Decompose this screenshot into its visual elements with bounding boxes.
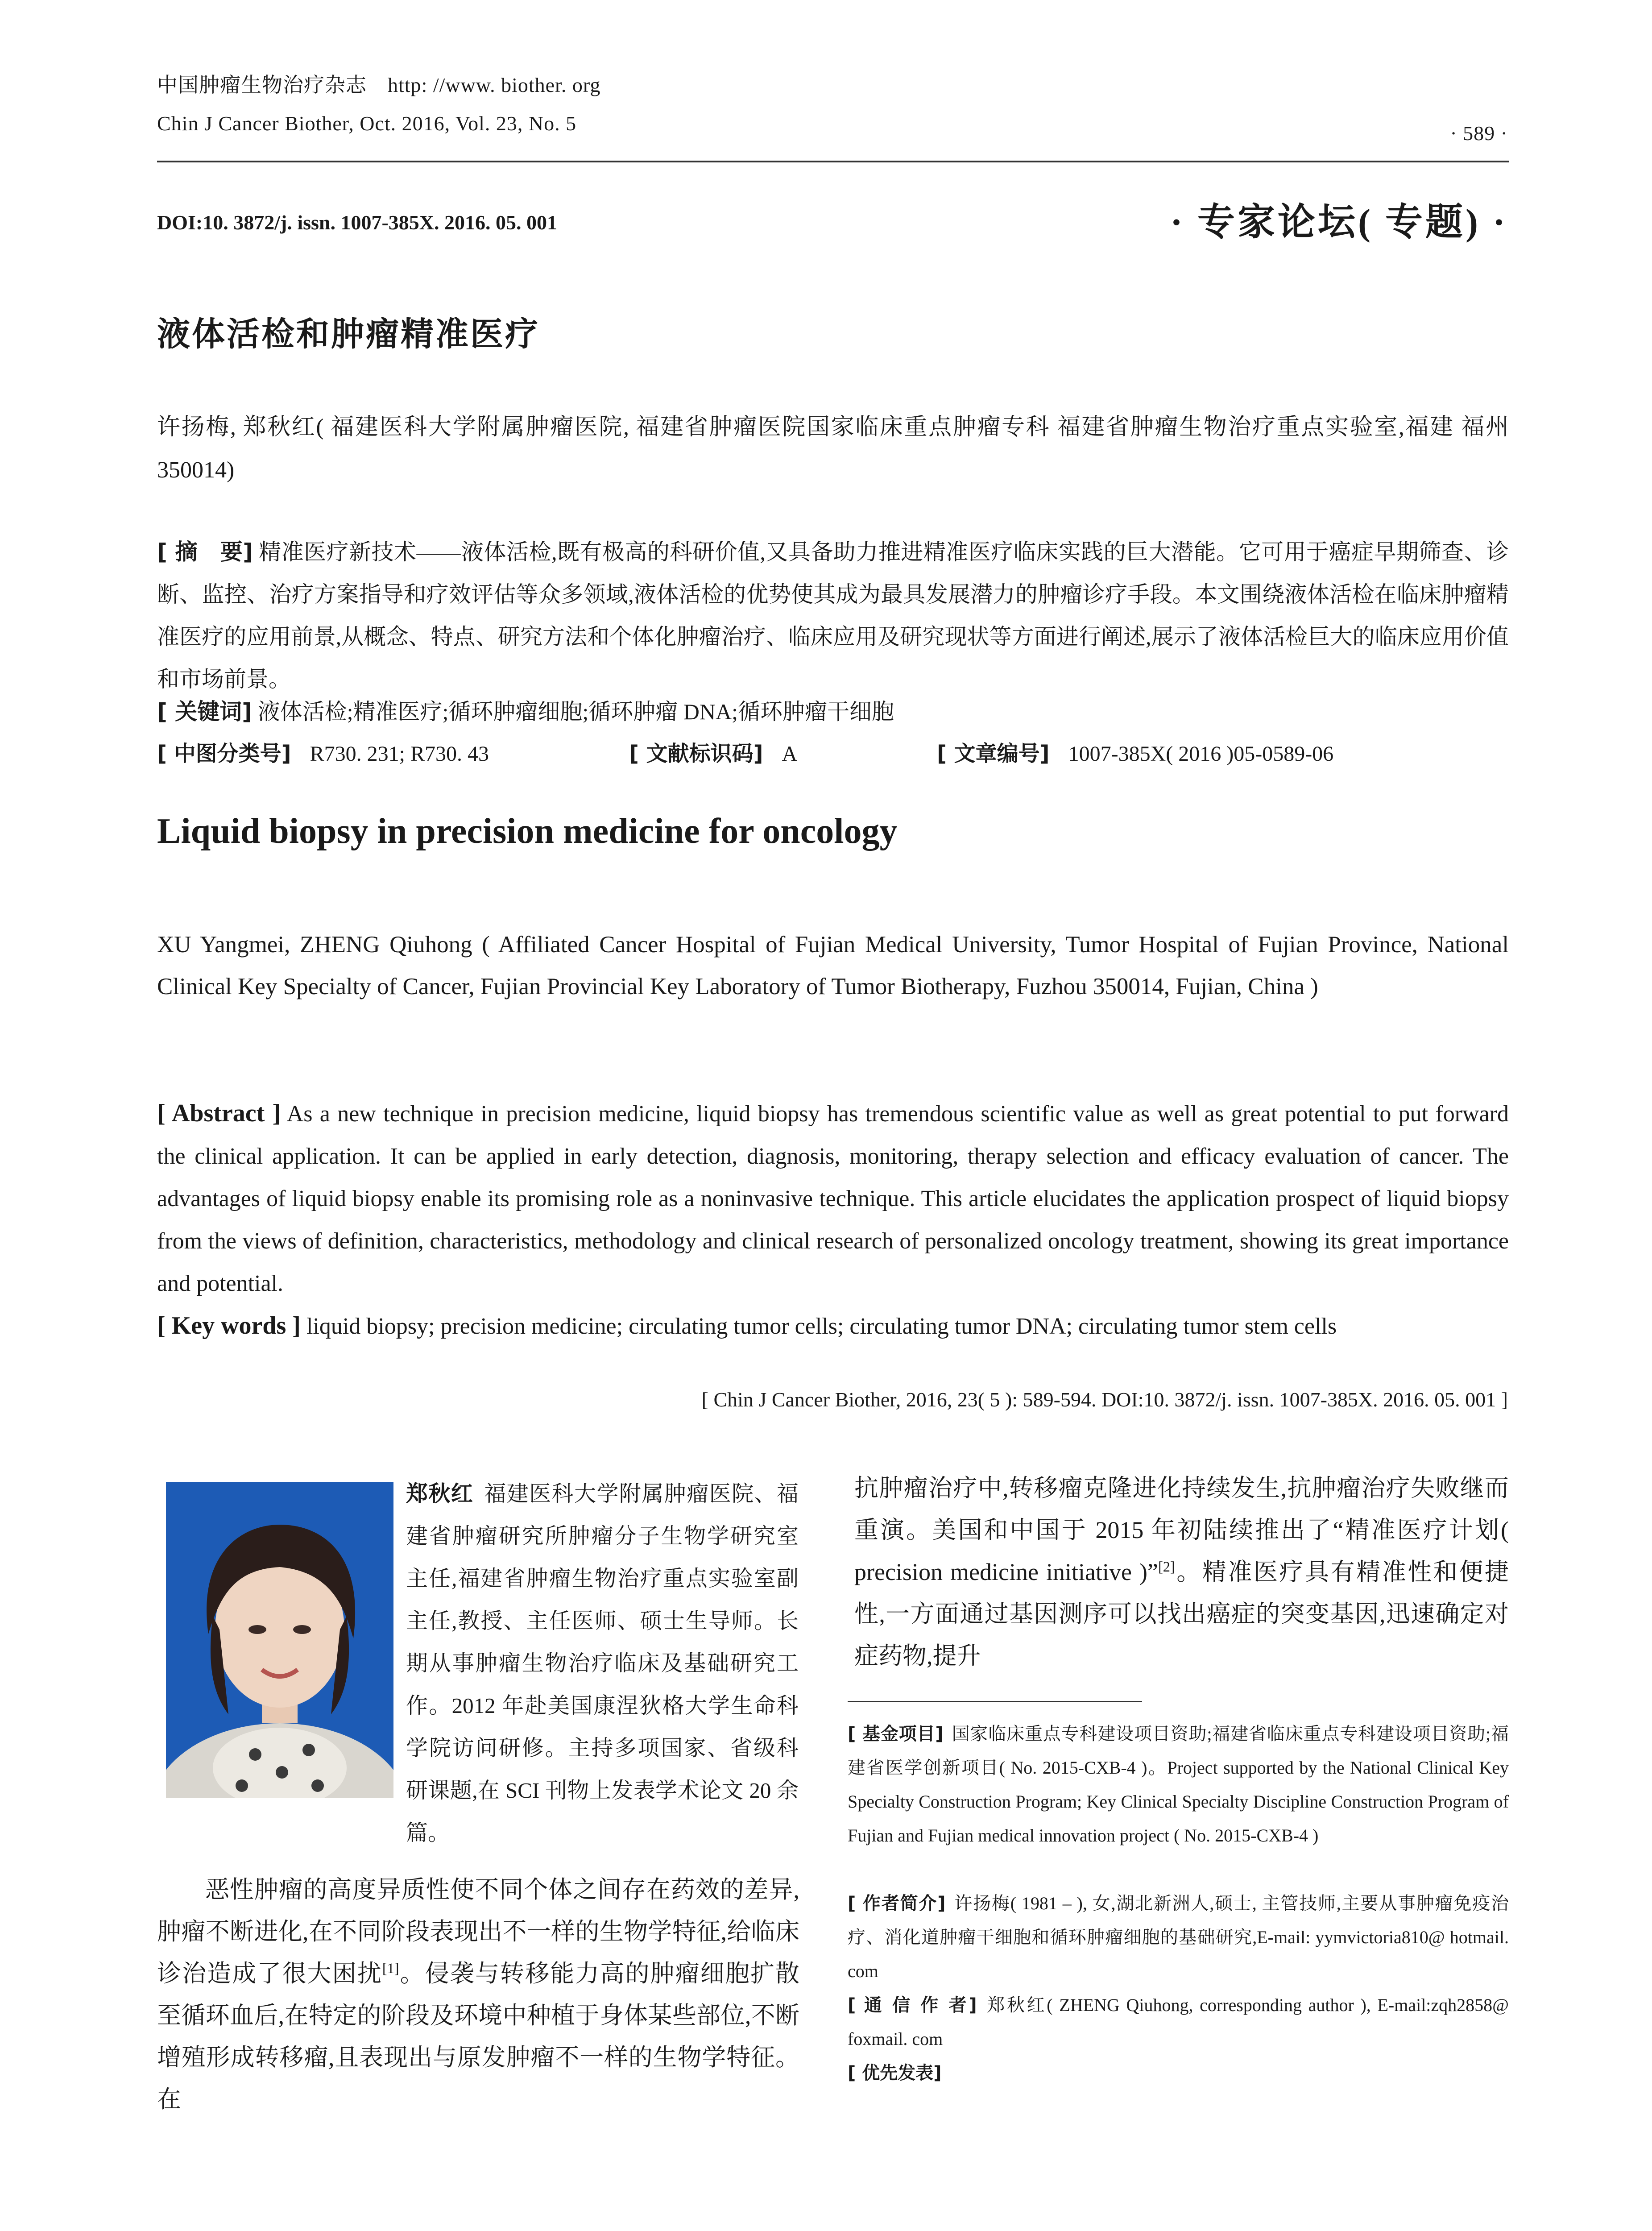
funding-text: 国家临床重点专科建设项目资助;福建省临床重点专科建设项目资助;福建省医学创新项目( No. 2015-CXB-4 )。Project supported by the National Clinical Key Specialty Construction Program; Key Clinical Specialty Discipline Construction Program of Fujian and Fujian medical innovation project ( No. 2015-CXB-4 ) xyxy=(848,1724,1509,1845)
column-tag: · 专家论坛( 专题) · xyxy=(1170,202,1508,243)
authors-cn: 许扬梅, 郑秋红( 福建医科大学附属肿瘤医院, 福建省肿瘤医院国家临床重点肿瘤专科 福建省肿瘤生物治疗重点实验室,福建 福州 350014) xyxy=(157,415,1509,483)
abstract-en-text: As a new technique in precision medicine, liquid biopsy has tremendous scientific value as well as great potential to put forward the clinical application. It can be applied in early detection, diagnosis, monitoring, therapy selection and efficacy evaluation of cancer. The advantages of liquid biopsy enable its promising role as a noninvasive technique. This article elucidates the application prospect of liquid biopsy from the views of definition, characteristics, methodology and clinical research of personalized oncology treatment, showing its great importance and potential. xyxy=(157,1101,1509,1296)
body-paragraph-right xyxy=(854,1467,1509,1677)
keywords-cn-label: [ 关键词] xyxy=(157,699,253,725)
footnote-author-intro xyxy=(848,1887,1509,1988)
header-rule xyxy=(157,161,1509,162)
author-bio xyxy=(406,1472,799,1854)
footnote-rule xyxy=(848,1701,1142,1702)
abstract-cn xyxy=(157,531,1509,701)
author-intro-label: [ 作者简介] xyxy=(848,1893,946,1914)
doc-code xyxy=(629,733,797,775)
corresponding-text: 郑秋红( ZHENG Qiuhong, corresponding author ), E-mail:zqh2858@ foxmail. com xyxy=(848,1995,1509,2049)
article-number-value: 1007-385X( 2016 )05-0589-06 xyxy=(1068,742,1334,766)
keywords-en xyxy=(157,1305,1509,1348)
ref-2: [2] xyxy=(1158,1559,1175,1575)
author-photo xyxy=(166,1482,393,1798)
keywords-cn xyxy=(157,691,1509,733)
abstract-cn-text: 精准医疗新技术——液体活检,既有极高的科研价值,又具备助力推进精准医疗临床实践的巨大潜能。它可用于癌症早期筛查、诊断、监控、治疗方案指导和疗效评估等众多领域,液体活检的优势使其成为最具发展潜力的肿瘤诊疗手段。本文围绕液体活检在临床肿瘤精准医疗的应用前景,从概念、特点、研究方法和个体化肿瘤治疗、临床应用及研究现状等方面进行阐述,展示了液体活检巨大的临床应用价值和市场前景。 xyxy=(157,539,1509,692)
abstract-en-label: [ Abstract ] xyxy=(157,1099,281,1127)
abstract-en xyxy=(157,1092,1509,1305)
doi: DOI:10. 3872/j. issn. 1007-385X. 2016. 05. 001 xyxy=(157,211,558,234)
author-portrait-icon xyxy=(166,1482,393,1798)
doc-code-value: A xyxy=(782,742,798,766)
article-number-label: [ 文章编号] xyxy=(937,741,1050,766)
clc-label: [ 中图分类号] xyxy=(157,741,291,766)
footnote-priority xyxy=(848,2056,1509,2090)
body-right-text-1: 抗肿瘤治疗中,转移瘤克隆进化持续发生,抗肿瘤治疗失败继而重演。美国和中国于 2015 年初陆续推出了“精准医疗计划( precision medicine initiative )” xyxy=(854,1475,1509,1585)
authors-en: XU Yangmei, ZHENG Qiuhong ( Affiliated Cancer Hospital of Fujian Medical University, Tumor Hospital of Fujian Province, National Clinical Key Specialty of Cancer, Fujian Provincial Key Laboratory of Tumor Biotherapy, Fuzhou 350014, Fujian, China ) xyxy=(157,932,1509,999)
bio-text: 福建医科大学附属肿瘤医院、福建省肿瘤研究所肿瘤分子生物学研究室主任,福建省肿瘤生物治疗重点实验室副主任,教授、主任医师、硕士生导师。长期从事肿瘤生物治疗临床及基础研究工作。2012 年赴美国康涅狄格大学生命科学院访问研修。主持多项国家、省级科研课题,在 SCI 刊物上发表学术论文 20 余篇。 xyxy=(406,1481,799,1845)
abstract-cn-label: [ 摘 要] xyxy=(157,539,253,565)
journal-issue-en: Chin J Cancer Biother, Oct. 2016, Vol. 23, No. 5 xyxy=(157,112,577,135)
body-right-text-2: 。精准医疗具有精准性和便捷性,一方面通过基因测序可以找出癌症的突变基因,迅速确定对症药物,提升 xyxy=(854,1559,1509,1669)
keywords-cn-text: 液体活检;精准医疗;循环肿瘤细胞;循环肿瘤 DNA;循环肿瘤干细胞 xyxy=(257,699,894,724)
priority-label: [ 优先发表] xyxy=(848,2063,942,2083)
title-cn: 液体活检和肿瘤精准医疗 xyxy=(157,315,540,353)
corresponding-label: [ 通 信 作 者] xyxy=(848,1995,977,2015)
body-paragraph-left xyxy=(157,1869,799,2120)
footnote-funding xyxy=(848,1717,1509,1853)
body-left-text-2: 。侵袭与转移能力高的肿瘤细胞扩散至循环血后,在特定的阶段及环境中种植于身体某些部位,不断增殖形成转移瘤,且表现出与原发肿瘤不一样的生物学特征。在 xyxy=(157,1960,800,2113)
citation: [ Chin J Cancer Biother, 2016, 23( 5 ): 589-594. DOI:10. 3872/j. issn. 1007-385X. 2016. 05. 001 ] xyxy=(701,1388,1508,1411)
body-left-text-1: 恶性肿瘤的高度异质性使不同个体之间存在药效的差异,肿瘤不断进化,在不同阶段表现出不一样的生物学特征,给临床诊治造成了很大困扰 xyxy=(157,1876,799,1987)
clc-code xyxy=(157,733,489,775)
author-intro-text: 许扬梅( 1981 – ), 女,湖北新洲人,硕士, 主管技师,主要从事肿瘤免疫治疗、消化道肿瘤干细胞和循环肿瘤细胞的基础研究,E-mail: yymvictoria810@ hotmail. com xyxy=(848,1893,1509,1981)
ref-1: [1] xyxy=(382,1961,399,1977)
article-number xyxy=(937,733,1333,775)
title-en: Liquid biopsy in precision medicine for oncology xyxy=(157,812,898,851)
page-number: · 589 · xyxy=(1450,122,1508,145)
doc-code-label: [ 文献标识码] xyxy=(629,741,763,766)
bio-name: 郑秋红 xyxy=(406,1481,474,1506)
journal-name-cn: 中国肿瘤生物治疗杂志 http: //www. biother. org xyxy=(157,74,601,96)
footnote-corresponding xyxy=(848,1988,1509,2056)
clc-value: R730. 231; R730. 43 xyxy=(310,742,489,766)
keywords-en-text: liquid biopsy; precision medicine; circulating tumor cells; circulating tumor DNA; circulating tumor stem cells xyxy=(306,1314,1337,1339)
keywords-en-label: [ Key words ] xyxy=(157,1312,301,1339)
funding-label: [ 基金项目] xyxy=(848,1724,944,1744)
